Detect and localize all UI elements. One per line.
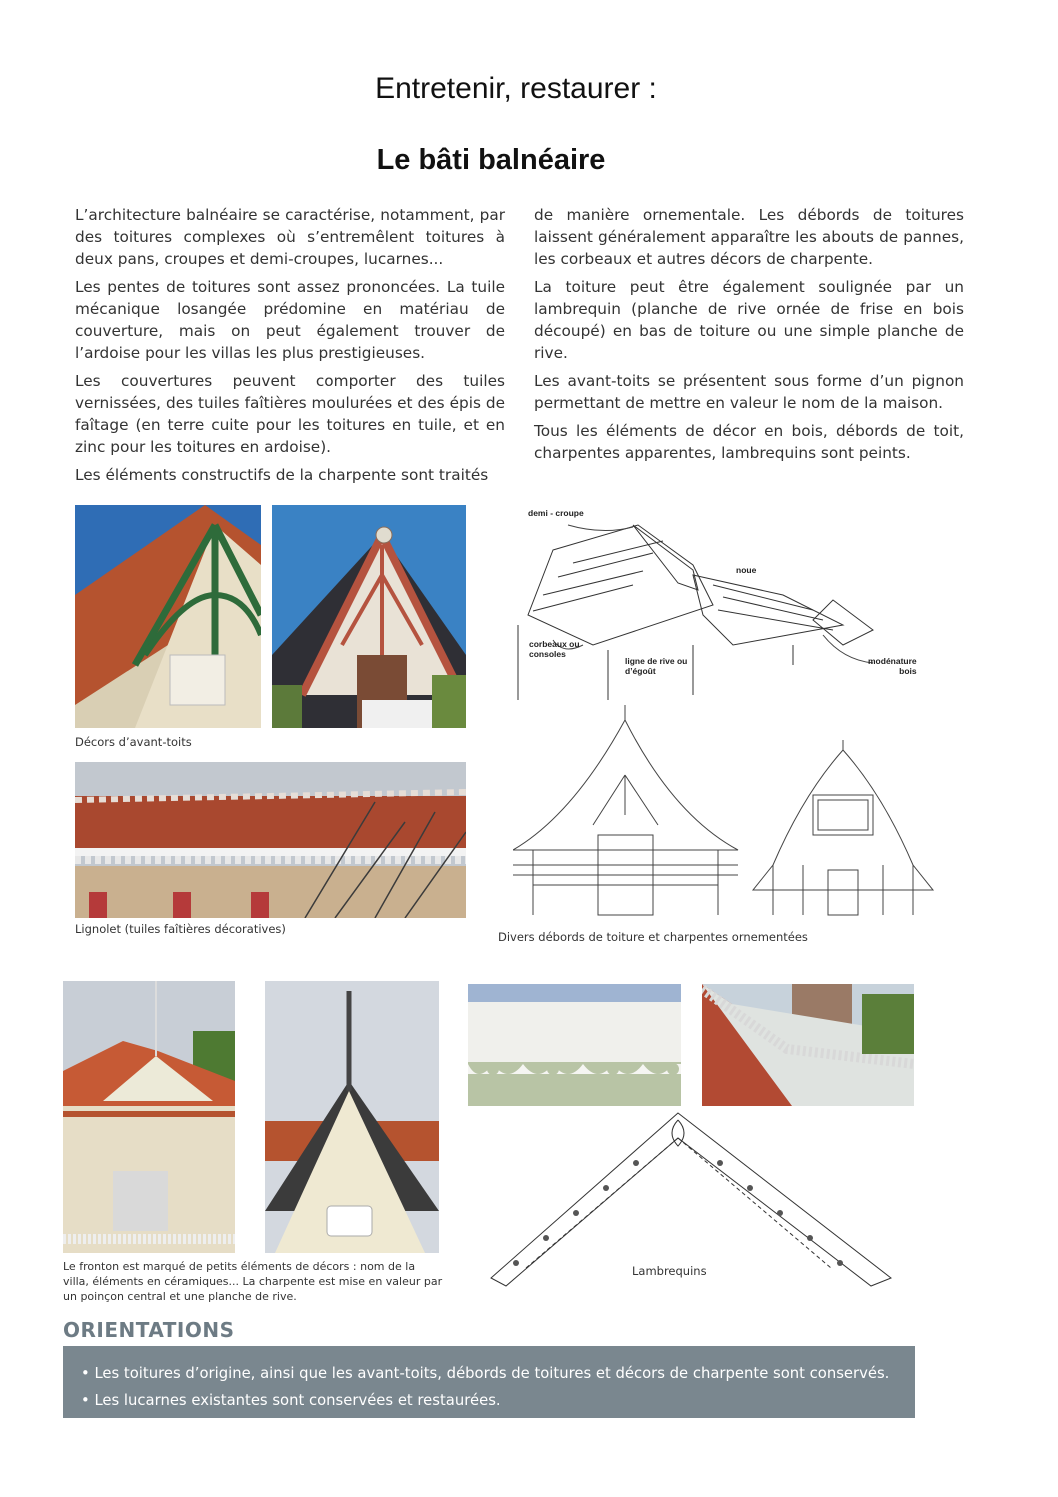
photo-wood-frieze <box>468 984 681 1106</box>
intro-paragraph: Les éléments constructifs de la charpente sont traités <box>75 466 489 484</box>
intro-paragraph: Tous les éléments de décor en bois, débords de toit, charpentes apparentes, lambrequins sont peints. <box>534 422 964 462</box>
caption-debords: Divers débords de toiture et charpentes ornementées <box>498 930 808 944</box>
label-demi-croupe: demi - croupe <box>528 508 584 518</box>
label-corbeaux: corbeaux ou consoles <box>529 639 580 659</box>
caption-decor: Décors d’avant-toits <box>75 735 192 749</box>
photo-dark-gable <box>265 981 439 1253</box>
intro-paragraph: La toiture peut être également soulignée par un lambrequin (planche de rive ornée de frise en bois découpé) en bas de toiture ou une simple planche de rive. <box>534 278 964 362</box>
intro-paragraph: Les pentes de toitures sont assez prononcées. La tuile mécanique losangée prédomine en matériau de couverture, mais on peut également trouver de l’ardoise pour les villas les plus prestigieuses. <box>75 278 505 362</box>
page-title: Entretenir, restaurer : <box>375 72 657 105</box>
intro-paragraph: L’architecture balnéaire se caractérise, notamment, par des toitures complexes où s’entremêlent toitures à deux pans, croupes et demi-croupes, lucarnes... <box>75 206 505 268</box>
page-subtitle: Le bâti balnéaire <box>376 144 606 176</box>
photo-fronton-tiles <box>63 981 235 1253</box>
orientations-box <box>63 1346 915 1418</box>
intro-paragraph: Les couvertures peuvent comporter des tuiles vernissées, des tuiles faîtières moulurées et des épis de faîtage (en terre cuite pour les toitures en tuile, et en zinc pour les toitures en ardoise). <box>75 372 505 456</box>
photo-brick-lambrequin <box>702 984 914 1106</box>
diagram-ornamented-overhangs <box>513 705 938 920</box>
photo-green-gable <box>75 505 261 728</box>
photo-decorated-gable <box>272 505 466 728</box>
caption-fronton: Le fronton est marqué de petits éléments de décors : nom de la villa, éléments en céramiques... La charpente est mise en valeur par un poinçon central et une planche de rive. <box>63 1260 443 1303</box>
label-ligne-rive: ligne de rive ou d’égoût <box>625 656 688 676</box>
photo-lignolet <box>75 762 466 918</box>
caption-lambrequins: Lambrequins <box>632 1264 707 1278</box>
orientations-title: ORIENTATIONS <box>63 1318 235 1342</box>
intro-paragraph: Les avant-toits se présentent sous forme d’un pignon permettant de mettre en valeur le nom de la maison. <box>534 372 964 412</box>
intro-left-column <box>75 204 505 492</box>
orientation-item: • Les lucarnes existantes sont conservées et restaurées. <box>81 1387 915 1414</box>
label-modenature: modénature bois <box>868 656 917 676</box>
orientations-list <box>63 1346 915 1414</box>
intro-paragraph: de manière ornementale. Les débords de toitures laissent généralement apparaître les abouts de pannes, les corbeaux et autres décors de charpente. <box>534 206 964 268</box>
label-noue: noue <box>736 565 757 575</box>
orientation-item: • Les toitures d’origine, ainsi que les avant-toits, débords de toitures et décors de charpente sont conservés. <box>81 1360 915 1387</box>
caption-lignolet: Lignolet (tuiles faîtières décoratives) <box>75 922 286 936</box>
intro-right-column <box>534 204 964 470</box>
